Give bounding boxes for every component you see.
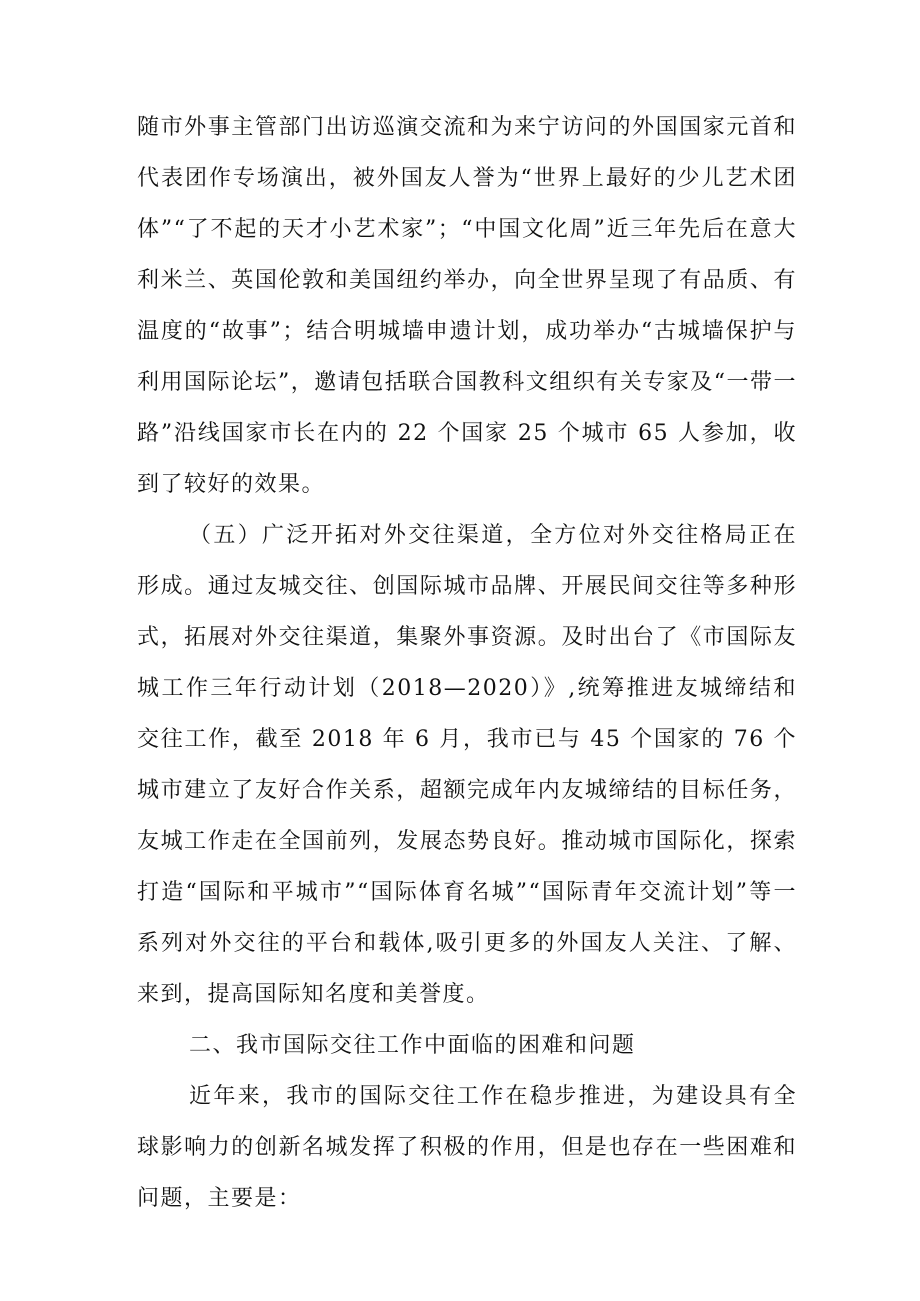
paragraph-continuation: 随市外事主管部门出访巡演交流和为来宁访问的外国国家元首和代表团作专场演出，被外国友人誉为“世界上最好的少儿艺术团体”“了不起的天才小艺术家”；“中国文化周”近三年先后在意大利米兰、英国伦敦和美国纽约举办，向全世界呈现了有品质、有温度的“故事”；结合明城墙申遗计划，成功举办“古城墙保护与利用国际论坛”，邀请包括联合国教科文组织有关专家及“一带一路”沿线国家市长在内的 22 个国家 25 个城市 65 人参加，收到了较好的效果。 <box>137 115 797 497</box>
paragraph-section-five: （五）广泛开拓对外交往渠道，全方位对外交往格局正在形成。通过友城交往、创国际城市品牌、开展民间交往等多种形式，拓展对外交往渠道，集聚外事资源。及时出台了《市国际友城工作三年行动计划（2018—2020）》,统筹推进友城缔结和交往工作，截至 2018 年 6 月，我市已与 45 个国家的 76 个城市建立了友好合作关系，超额完成年内友城缔结的目标任务，友城工作走在全国前列，发展态势良好。推动城市国际化，探索打造“国际和平城市”“国际体育名城”“国际青年交流计划”等一系列对外交往的平台和载体,吸引更多的外国友人关注、了解、来到，提高国际知名度和美誉度。 <box>137 523 797 1007</box>
section-heading-two: 二、我市国际交往工作中面临的困难和问题 <box>189 1033 636 1058</box>
paragraph-intro-problems: 近年来，我市的国际交往工作在稳步推进，为建设具有全球影响力的创新名城发挥了积极的作用，但是也存在一些困难和问题，主要是： <box>137 1084 797 1211</box>
document-page <box>137 102 797 1224</box>
